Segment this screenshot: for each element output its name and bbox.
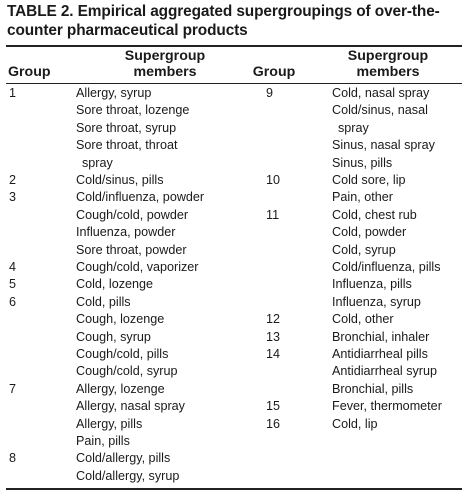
left-member: Allergy, pills bbox=[76, 416, 143, 431]
right-member: Cold, nasal spray bbox=[332, 86, 430, 100]
left-member: Cough/cold, vaporizer bbox=[76, 260, 199, 274]
left-group-number: 4 bbox=[9, 260, 17, 274]
left-member: Allergy, syrup bbox=[76, 86, 152, 100]
right-group-number: 16 bbox=[266, 416, 281, 431]
header-members-right: Supergroup members bbox=[347, 48, 429, 80]
header-group-left: Group bbox=[8, 64, 51, 80]
left-member: Sore throat, lozenge bbox=[76, 103, 190, 118]
right-group-number: 9 bbox=[266, 86, 274, 100]
left-group-number: 8 bbox=[9, 451, 17, 466]
left-group-number: 1 bbox=[9, 86, 17, 100]
left-member: Cold, lozenge bbox=[76, 277, 154, 292]
right-group-number: 12 bbox=[266, 312, 281, 327]
right-member: Bronchial, pills bbox=[332, 381, 414, 396]
right-group-number: 10 bbox=[266, 173, 281, 187]
right-member: Cold/sinus, nasal bbox=[332, 103, 428, 118]
left-group-number: 7 bbox=[9, 381, 17, 396]
left-member: Cough, lozenge bbox=[76, 312, 165, 327]
left-member: Pain, pills bbox=[76, 434, 130, 448]
right-member: Sinus, pills bbox=[332, 155, 393, 170]
right-member: Cold sore, lip bbox=[332, 173, 406, 187]
header-group-right: Group bbox=[252, 64, 296, 80]
top-rule bbox=[6, 45, 462, 47]
left-member: Cough/cold, powder bbox=[76, 207, 189, 222]
right-group-number: 11 bbox=[266, 207, 280, 222]
left-member: Sore throat, throat bbox=[76, 138, 178, 153]
left-member: Sore throat, syrup bbox=[76, 120, 177, 135]
right-member: Cold, other bbox=[332, 312, 394, 327]
right-member: Antidiarrheal syrup bbox=[332, 364, 437, 379]
left-member: spray bbox=[82, 155, 113, 170]
right-member: Sinus, nasal spray bbox=[332, 138, 435, 153]
right-member: spray bbox=[338, 120, 369, 135]
right-group-number: 15 bbox=[266, 399, 281, 414]
left-member: Allergy, nasal spray bbox=[76, 399, 185, 414]
right-member: Influenza, syrup bbox=[332, 294, 421, 309]
left-group-number: 5 bbox=[9, 277, 17, 292]
right-member: Bronchial, inhaler bbox=[332, 329, 430, 344]
right-member: Cold, lip bbox=[332, 416, 378, 431]
header-rule bbox=[6, 83, 462, 84]
header-members-left: Supergroup members bbox=[124, 48, 206, 80]
left-group-number: 3 bbox=[9, 190, 17, 205]
right-group-number: 14 bbox=[266, 347, 281, 361]
table-title: TABLE 2. Empirical aggregated supergroupings of over-the-counter pharmaceutical products bbox=[7, 3, 440, 39]
left-member: Cold/allergy, pills bbox=[76, 451, 171, 466]
right-member: Cold, powder bbox=[332, 225, 407, 240]
left-member: Cough/cold, pills bbox=[76, 347, 169, 361]
bottom-rule bbox=[6, 488, 462, 490]
right-member: Influenza, pills bbox=[332, 277, 412, 292]
left-group-number: 2 bbox=[9, 173, 17, 187]
left-member: Cough/cold, syrup bbox=[76, 364, 178, 379]
right-group-number: 13 bbox=[266, 329, 281, 344]
left-group-number: 6 bbox=[9, 294, 17, 309]
left-member: Allergy, lozenge bbox=[76, 381, 165, 396]
right-member: Cold/influenza, pills bbox=[332, 260, 441, 274]
right-member: Antidiarrheal pills bbox=[332, 347, 428, 361]
left-member: Sore throat, powder bbox=[76, 242, 187, 257]
left-member: Cold, pills bbox=[76, 294, 131, 309]
right-member: Cold, chest rub bbox=[332, 207, 417, 222]
left-member: Cold/influenza, powder bbox=[76, 190, 205, 205]
right-member: Fever, thermometer bbox=[332, 399, 442, 414]
left-member: Cold/allergy, syrup bbox=[76, 468, 180, 483]
left-member: Cough, syrup bbox=[76, 329, 151, 344]
right-member: Pain, other bbox=[332, 190, 393, 205]
left-member: Influenza, powder bbox=[76, 225, 176, 240]
left-member: Cold/sinus, pills bbox=[76, 173, 164, 187]
right-member: Cold, syrup bbox=[332, 242, 396, 257]
